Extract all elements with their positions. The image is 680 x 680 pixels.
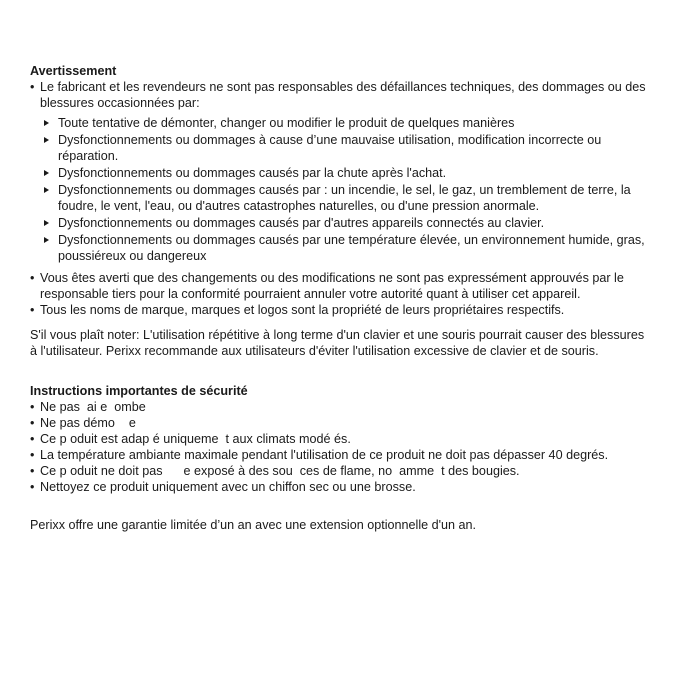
warning-intro-text: Le fabricant et les revendeurs ne sont pas responsables des défaillances techniques, des dommages ou des blessures occasionnées par: [40,80,646,110]
arrow-bullet-icon [44,220,49,226]
warning-heading: Avertissement [30,64,117,78]
list-item: Dysfonctionnements ou dommages causés par : un incendie, le sel, le gaz, un tremblement de terre, la foudre, le vent, l'eau, ou d'autres catastrophes naturelles, ou d'une pression anormale. [30,182,650,214]
list-item: • Ne pas démo e [30,416,136,430]
spacer [30,318,650,327]
arrow-bullet-icon [44,137,49,143]
bullet-icon: • [30,271,35,285]
notice-modifications [30,270,650,302]
arrow-bullet-icon [44,237,49,243]
arrow-bullet-icon [44,187,49,193]
bullet-icon: • [30,480,35,494]
bullet-icon: • [30,416,35,430]
list-item: Toute tentative de démonter, changer ou modifier le produit de quelques manières [30,115,650,131]
notice-trademarks-text: Tous les noms de marque, marques et logos sont la propriété de leurs propriétaires respectifs. [40,303,565,317]
list-item: Dysfonctionnements ou dommages causés par une température élevée, un environnement humide, gras, poussiéreux ou dangereux [30,232,650,264]
bullet-icon: • [30,448,35,462]
warning-list [30,115,650,264]
bullet-icon: • [30,464,35,478]
document-page [30,63,650,533]
list-item: • Ne pas ai e ombe [30,400,146,414]
notice-modifications-text: Vous êtes averti que des changements ou des modifications ne sont pas expressément approuvés par le responsable tiers pour la conformité pourraient annuler votre autorité quant à utiliser cet appareil. [40,271,624,301]
bullet-icon: • [30,432,35,446]
notice-trademarks [30,302,650,318]
warranty-statement: Perixx offre une garantie limitée d’un an avec une extension optionnelle d'un an. [30,518,477,532]
list-item: Dysfonctionnements ou dommages causés par d'autres appareils connectés au clavier. [30,215,650,231]
spacer [30,359,650,383]
list-item: • Nettoyez ce produit uniquement avec un chiffon sec ou une brosse. [30,480,416,494]
spacer [30,495,650,517]
list-item: • Ce p oduit est adap é uniqueme t aux climats modé és. [30,432,351,446]
warning-intro [30,79,650,111]
arrow-bullet-icon [44,170,49,176]
bullet-icon: • [30,303,35,317]
usage-note: S'il vous plaît noter: L'utilisation répétitive à long terme d'un clavier et une souris pourrait causer des blessures à l'utilisateur. Perixx recommande aux utilisateurs d'éviter l'utilisation excessive de clavier et de souris. [30,328,645,358]
list-item: • Ce p oduit ne doit pas e exposé à des sou ces de flame, no amme t des bougies. [30,464,520,478]
bullet-icon: • [30,80,35,94]
safety-heading: Instructions importantes de sécurité [30,384,248,398]
list-item: • La température ambiante maximale pendant l'utilisation de ce produit ne doit pas dépasser 40 degrés. [30,448,609,462]
bullet-icon: • [30,400,35,414]
list-item: Dysfonctionnements ou dommages à cause d’une mauvaise utilisation, modification incorrecte ou réparation. [30,132,650,164]
list-item: Dysfonctionnements ou dommages causés par la chute après l'achat. [30,165,650,181]
arrow-bullet-icon [44,120,49,126]
